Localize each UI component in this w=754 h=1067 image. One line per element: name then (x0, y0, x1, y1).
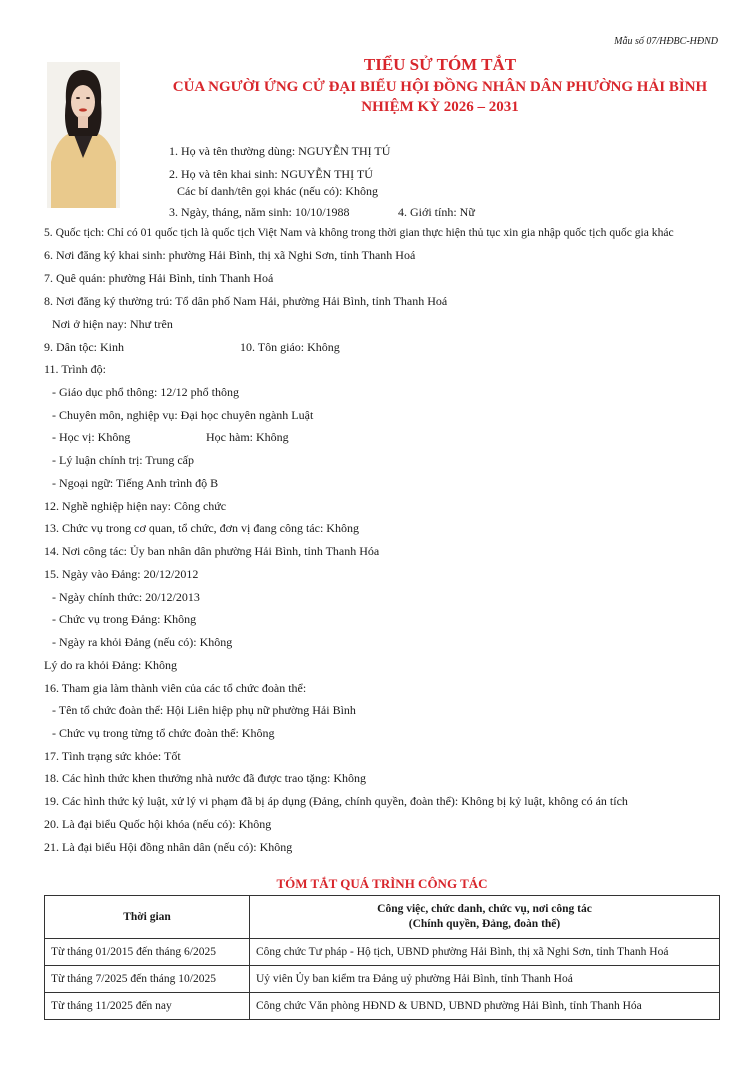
header-job-line1: Công việc, chức danh, chức vụ, nơi công tác (377, 903, 592, 915)
field-political-theory: - Lý luận chính trị: Trung cấp (52, 453, 194, 467)
form-code: Mẫu số 07/HĐBC-HĐND (614, 36, 718, 47)
field-discipline: 19. Các hình thức kỷ luật, xử lý vi phạm đã bị áp dụng (Đảng, chính quyền, đoàn thể): Không bị kỷ luật, không có án tích (44, 794, 628, 808)
header-job (250, 896, 720, 939)
work-history-title: TÓM TẮT QUÁ TRÌNH CÔNG TÁC (276, 876, 488, 891)
row-time: Từ tháng 7/2025 đến tháng 10/2025 (45, 966, 250, 993)
field-birth-date: 3. Ngày, tháng, năm sinh: 10/10/1988 (169, 205, 350, 219)
field-general-education: - Giáo dục phổ thông: 12/12 phổ thông (52, 385, 239, 399)
term-title: NHIỆM KỲ 2026 – 2031 (361, 99, 519, 115)
field-party-join-date: 15. Ngày vào Đảng: 20/12/2012 (44, 567, 199, 581)
field-education-heading: 11. Trình độ: (44, 362, 106, 376)
field-academic-title: Học hàm: Không (206, 430, 289, 444)
field-workplace: 14. Nơi công tác: Ủy ban nhân dân phường Hải Bình, tỉnh Thanh Hóa (44, 544, 380, 558)
field-nationality: 5. Quốc tịch: Chỉ có 01 quốc tịch là quốc tịch Việt Nam và không trong thời gian thực hiện thủ tục xin gia nhập quốc tịch quốc gia khác (44, 226, 674, 239)
field-party-official-date: - Ngày chính thức: 20/12/2013 (52, 590, 200, 604)
document-subtitle: CỦA NGƯỜI ỨNG CỬ ĐẠI BIỂU HỘI ĐỒNG NHÂN DÂN PHƯỜNG HẢI BÌNH (172, 79, 708, 95)
field-party-leave-date: - Ngày ra khỏi Đảng (nếu có): Không (52, 635, 233, 649)
field-ethnicity: 9. Dân tộc: Kinh (44, 340, 124, 354)
field-common-name: 1. Họ và tên thường dùng: NGUYỄN THỊ TÚ (169, 144, 391, 158)
field-hometown: 7. Quê quán: phường Hải Bình, tỉnh Thanh Hoá (44, 271, 274, 285)
field-academic-degree: - Học vị: Không (52, 430, 131, 444)
header-job-line2: (Chính quyền, Đảng, đoàn thể) (408, 918, 561, 930)
document-title: TIỂU SỬ TÓM TẮT (363, 55, 517, 74)
field-occupation: 12. Nghề nghiệp hiện nay: Công chức (44, 499, 227, 513)
row-job: Uỷ viên Ủy ban kiểm tra Đảng uỷ phường Hải Bình, tỉnh Thanh Hoá (250, 966, 720, 993)
row-job: Công chức Văn phòng HĐND & UBND, UBND phường Hải Bình, tỉnh Thanh Hóa (250, 993, 720, 1020)
field-gender: 4. Giới tính: Nữ (398, 205, 475, 219)
field-party-position: - Chức vụ trong Đảng: Không (52, 612, 197, 626)
field-foreign-language: - Ngoại ngữ: Tiếng Anh trình độ B (52, 476, 219, 490)
field-birth-name: 2. Họ và tên khai sinh: NGUYỄN THỊ TÚ (169, 167, 373, 181)
table-header-row (45, 896, 720, 939)
field-national-assembly: 20. Là đại biểu Quốc hội khóa (nếu có): Không (44, 817, 272, 831)
field-organization-position: - Chức vụ trong từng tổ chức đoàn thể: Không (52, 726, 275, 740)
field-organization-name: - Tên tổ chức đoàn thể: Hội Liên hiệp phụ nữ phường Hải Bình (52, 703, 356, 717)
work-history-table (44, 895, 720, 1020)
row-job: Công chức Tư pháp - Hộ tịch, UBND phường Hải Bình, thị xã Nghi Sơn, tỉnh Thanh Hoá (250, 939, 720, 966)
candidate-photo (47, 62, 120, 208)
field-permanent-residence: 8. Nơi đăng ký thường trú: Tổ dân phố Nam Hải, phường Hải Bình, tỉnh Thanh Hoá (44, 294, 448, 308)
header-time: Thời gian (45, 896, 250, 939)
field-health: 17. Tình trạng sức khỏe: Tốt (44, 749, 181, 763)
field-religion: 10. Tôn giáo: Không (240, 340, 340, 354)
field-party-leave-reason: Lý do ra khỏi Đảng: Không (44, 658, 177, 672)
field-aliases: Các bí danh/tên gọi khác (nếu có): Không (177, 184, 378, 198)
field-awards: 18. Các hình thức khen thưởng nhà nước đã được trao tặng: Không (44, 771, 366, 785)
table-row (45, 993, 720, 1020)
table-row (45, 966, 720, 993)
table-row (45, 939, 720, 966)
field-birth-registration: 6. Nơi đăng ký khai sinh: phường Hải Bình, thị xã Nghi Sơn, tỉnh Thanh Hoá (44, 248, 416, 262)
field-peoples-council: 21. Là đại biểu Hội đồng nhân dân (nếu có): Không (44, 840, 293, 854)
row-time: Từ tháng 01/2015 đến tháng 6/2025 (45, 939, 250, 966)
field-position: 13. Chức vụ trong cơ quan, tổ chức, đơn vị đang công tác: Không (44, 521, 359, 535)
portrait-image (47, 62, 120, 208)
field-organizations-heading: 16. Tham gia làm thành viên của các tổ chức đoàn thể: (44, 681, 307, 695)
row-time: Từ tháng 11/2025 đến nay (45, 993, 250, 1020)
field-specialization: - Chuyên môn, nghiệp vụ: Đại học chuyên ngành Luật (52, 408, 314, 422)
field-current-residence: Nơi ở hiện nay: Như trên (52, 317, 173, 331)
